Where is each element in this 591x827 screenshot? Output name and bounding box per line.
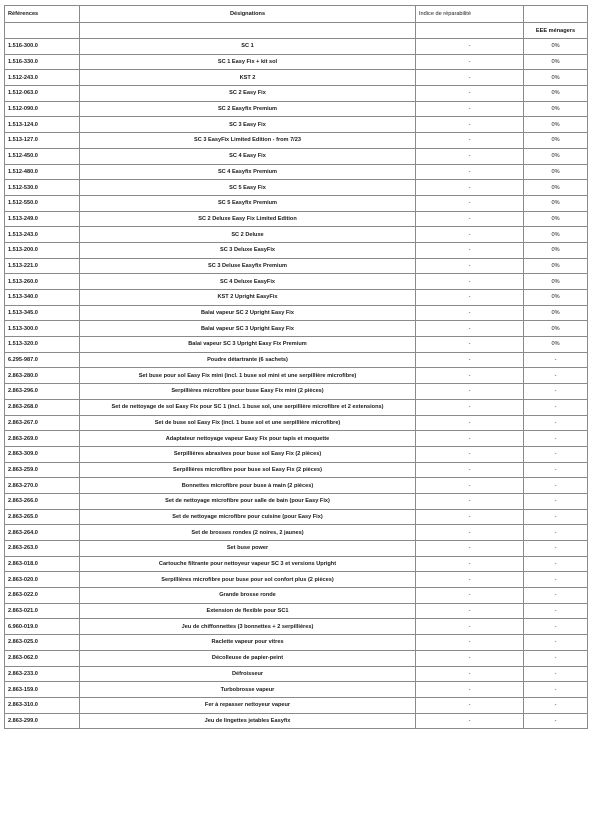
cell-eee-menagers: - bbox=[524, 509, 588, 525]
cell-designation: Balai vapeur SC 2 Upright Easy Fix bbox=[80, 305, 416, 321]
table-row bbox=[5, 462, 588, 478]
cell-designation: SC 2 Deluxe Easy Fix Limited Edition bbox=[80, 211, 416, 227]
cell-eee-menagers: - bbox=[524, 446, 588, 462]
cell-reference: 1.513-221.0 bbox=[5, 258, 80, 274]
cell-reference: 2.863-270.0 bbox=[5, 478, 80, 494]
cell-repairability-index: - bbox=[416, 86, 524, 102]
table-row bbox=[5, 337, 588, 353]
cell-repairability-index: - bbox=[416, 682, 524, 698]
cell-designation: Set de nettoyage microfibre pour cuisine (pour Easy Fix) bbox=[80, 509, 416, 525]
cell-designation: Set de nettoyage microfibre pour salle de bain (pour Easy Fix) bbox=[80, 493, 416, 509]
table-row bbox=[5, 86, 588, 102]
cell-designation: Jeu de chiffonnettes (3 bonnettes + 2 serpillières) bbox=[80, 619, 416, 635]
cell-reference: 2.863-296.0 bbox=[5, 384, 80, 400]
cell-eee-menagers: 0% bbox=[524, 148, 588, 164]
cell-eee-menagers: 0% bbox=[524, 101, 588, 117]
cell-reference: 1.513-340.0 bbox=[5, 290, 80, 306]
cell-eee-menagers: - bbox=[524, 415, 588, 431]
cell-repairability-index: - bbox=[416, 337, 524, 353]
cell-designation: SC 3 Deluse Easyfix Premium bbox=[80, 258, 416, 274]
cell-designation: KST 2 bbox=[80, 70, 416, 86]
cell-reference: 2.863-259.0 bbox=[5, 462, 80, 478]
cell-designation: SC 2 Deluxe bbox=[80, 227, 416, 243]
cell-designation: Serpillières microfibre pour buse Easy Fix mini (2 pièces) bbox=[80, 384, 416, 400]
cell-designation: Défroisseur bbox=[80, 666, 416, 682]
cell-repairability-index: - bbox=[416, 321, 524, 337]
cell-eee-menagers: 0% bbox=[524, 321, 588, 337]
cell-repairability-index: - bbox=[416, 509, 524, 525]
table-body bbox=[5, 39, 588, 729]
cell-reference: 6.960-019.0 bbox=[5, 619, 80, 635]
cell-reference: 2.863-266.0 bbox=[5, 493, 80, 509]
cell-reference: 2.863-280.0 bbox=[5, 368, 80, 384]
cell-designation: Fer à repasser nettoyeur vapeur bbox=[80, 697, 416, 713]
cell-repairability-index: - bbox=[416, 258, 524, 274]
cell-eee-menagers: - bbox=[524, 666, 588, 682]
cell-reference: 1.513-200.0 bbox=[5, 242, 80, 258]
cell-eee-menagers: - bbox=[524, 352, 588, 368]
table-row bbox=[5, 493, 588, 509]
cell-repairability-index: - bbox=[416, 650, 524, 666]
subheader-row bbox=[5, 23, 588, 39]
subheader-empty-1 bbox=[5, 23, 80, 39]
cell-repairability-index: - bbox=[416, 148, 524, 164]
cell-reference: 1.513-127.0 bbox=[5, 133, 80, 149]
cell-reference: 2.863-267.0 bbox=[5, 415, 80, 431]
cell-eee-menagers: 0% bbox=[524, 290, 588, 306]
cell-reference: 2.863-018.0 bbox=[5, 556, 80, 572]
cell-designation: Raclette vapeur pour vitres bbox=[80, 635, 416, 651]
table-row bbox=[5, 635, 588, 651]
cell-repairability-index: - bbox=[416, 635, 524, 651]
cell-eee-menagers: 0% bbox=[524, 195, 588, 211]
cell-designation: Set de buse sol Easy Fix (incl. 1 buse sol et une serpillière microfibre) bbox=[80, 415, 416, 431]
cell-reference: 2.863-309.0 bbox=[5, 446, 80, 462]
table-row bbox=[5, 211, 588, 227]
cell-eee-menagers: - bbox=[524, 572, 588, 588]
cell-eee-menagers: 0% bbox=[524, 211, 588, 227]
table-row bbox=[5, 415, 588, 431]
cell-repairability-index: - bbox=[416, 666, 524, 682]
cell-eee-menagers: - bbox=[524, 525, 588, 541]
table-row bbox=[5, 164, 588, 180]
cell-eee-menagers: 0% bbox=[524, 39, 588, 55]
cell-repairability-index: - bbox=[416, 274, 524, 290]
header-references: Références bbox=[5, 6, 80, 23]
cell-repairability-index: - bbox=[416, 525, 524, 541]
cell-reference: 1.513-300.0 bbox=[5, 321, 80, 337]
cell-repairability-index: - bbox=[416, 462, 524, 478]
cell-reference: 2.863-265.0 bbox=[5, 509, 80, 525]
table-row bbox=[5, 619, 588, 635]
cell-reference: 2.863-021.0 bbox=[5, 603, 80, 619]
cell-eee-menagers: 0% bbox=[524, 86, 588, 102]
cell-designation: SC 1 bbox=[80, 39, 416, 55]
cell-eee-menagers: - bbox=[524, 368, 588, 384]
cell-reference: 6.295-987.0 bbox=[5, 352, 80, 368]
cell-eee-menagers: 0% bbox=[524, 70, 588, 86]
cell-eee-menagers: - bbox=[524, 431, 588, 447]
cell-reference: 1.512-450.0 bbox=[5, 148, 80, 164]
cell-reference: 1.513-243.0 bbox=[5, 227, 80, 243]
table-row bbox=[5, 274, 588, 290]
table-row bbox=[5, 603, 588, 619]
table-row bbox=[5, 697, 588, 713]
cell-repairability-index: - bbox=[416, 478, 524, 494]
cell-designation: SC 3 Deluxe EasyFix bbox=[80, 242, 416, 258]
cell-eee-menagers: - bbox=[524, 588, 588, 604]
cell-designation: Turbobrosse vapeur bbox=[80, 682, 416, 698]
cell-reference: 2.863-062.0 bbox=[5, 650, 80, 666]
cell-eee-menagers: - bbox=[524, 635, 588, 651]
subheader-empty-3 bbox=[416, 23, 524, 39]
cell-eee-menagers: - bbox=[524, 697, 588, 713]
cell-designation: Balai vapeur SC 3 Upright Easy Fix Premium bbox=[80, 337, 416, 353]
cell-designation: KST 2 Upright EasyFix bbox=[80, 290, 416, 306]
cell-designation: SC 3 EasyFix Limited Edition - from 7/23 bbox=[80, 133, 416, 149]
cell-designation: Set de nettoyage de sol Easy Fix pour SC 1 (incl. 1 buse sol, une serpillière microfibre et 2 extensions) bbox=[80, 399, 416, 415]
table-row bbox=[5, 195, 588, 211]
table-row bbox=[5, 180, 588, 196]
table-row bbox=[5, 384, 588, 400]
table-row bbox=[5, 572, 588, 588]
cell-repairability-index: - bbox=[416, 556, 524, 572]
cell-eee-menagers: - bbox=[524, 462, 588, 478]
cell-repairability-index: - bbox=[416, 541, 524, 557]
cell-reference: 1.512-530.0 bbox=[5, 180, 80, 196]
cell-eee-menagers: 0% bbox=[524, 164, 588, 180]
cell-designation: Décolleuse de papier-peint bbox=[80, 650, 416, 666]
cell-eee-menagers: 0% bbox=[524, 258, 588, 274]
cell-eee-menagers: 0% bbox=[524, 180, 588, 196]
cell-repairability-index: - bbox=[416, 415, 524, 431]
cell-reference: 1.512-063.0 bbox=[5, 86, 80, 102]
cell-eee-menagers: 0% bbox=[524, 54, 588, 70]
cell-repairability-index: - bbox=[416, 180, 524, 196]
cell-repairability-index: - bbox=[416, 227, 524, 243]
cell-reference: 1.513-260.0 bbox=[5, 274, 80, 290]
cell-reference: 2.863-020.0 bbox=[5, 572, 80, 588]
cell-eee-menagers: 0% bbox=[524, 117, 588, 133]
subheader-empty-2 bbox=[80, 23, 416, 39]
cell-eee-menagers: 0% bbox=[524, 305, 588, 321]
cell-repairability-index: - bbox=[416, 164, 524, 180]
table-row bbox=[5, 148, 588, 164]
cell-eee-menagers: - bbox=[524, 619, 588, 635]
cell-eee-menagers: - bbox=[524, 713, 588, 729]
cell-reference: 1.512-243.0 bbox=[5, 70, 80, 86]
cell-eee-menagers: - bbox=[524, 603, 588, 619]
cell-reference: 1.513-249.0 bbox=[5, 211, 80, 227]
table-row bbox=[5, 117, 588, 133]
cell-designation: SC 4 Easyfix Premium bbox=[80, 164, 416, 180]
cell-eee-menagers: - bbox=[524, 650, 588, 666]
cell-repairability-index: - bbox=[416, 697, 524, 713]
cell-repairability-index: - bbox=[416, 588, 524, 604]
table-row bbox=[5, 682, 588, 698]
cell-designation: Poudre détartrante (6 sachets) bbox=[80, 352, 416, 368]
table-row bbox=[5, 509, 588, 525]
cell-repairability-index: - bbox=[416, 446, 524, 462]
cell-eee-menagers: 0% bbox=[524, 227, 588, 243]
cell-eee-menagers: 0% bbox=[524, 133, 588, 149]
cell-repairability-index: - bbox=[416, 211, 524, 227]
table-row bbox=[5, 541, 588, 557]
table-row bbox=[5, 352, 588, 368]
cell-designation: SC 2 Easy Fix bbox=[80, 86, 416, 102]
header-empty bbox=[524, 6, 588, 23]
cell-repairability-index: - bbox=[416, 305, 524, 321]
cell-reference: 2.863-263.0 bbox=[5, 541, 80, 557]
cell-repairability-index: - bbox=[416, 101, 524, 117]
cell-designation: Serpillières microfibre pour buse pour sol confort plus (2 pièces) bbox=[80, 572, 416, 588]
cell-eee-menagers: - bbox=[524, 493, 588, 509]
cell-designation: SC 3 Easy Fix bbox=[80, 117, 416, 133]
cell-reference: 2.863-299.0 bbox=[5, 713, 80, 729]
cell-repairability-index: - bbox=[416, 133, 524, 149]
cell-repairability-index: - bbox=[416, 713, 524, 729]
cell-designation: Extension de flexible pour SC1 bbox=[80, 603, 416, 619]
cell-reference: 1.512-550.0 bbox=[5, 195, 80, 211]
cell-designation: Set buse power bbox=[80, 541, 416, 557]
cell-repairability-index: - bbox=[416, 368, 524, 384]
table-row bbox=[5, 368, 588, 384]
cell-designation: SC 1 Easy Fix + kit sol bbox=[80, 54, 416, 70]
cell-designation: SC 5 Easyfix Premium bbox=[80, 195, 416, 211]
cell-designation: Jeu de lingettes jetables Easyfix bbox=[80, 713, 416, 729]
cell-eee-menagers: - bbox=[524, 541, 588, 557]
cell-eee-menagers: - bbox=[524, 399, 588, 415]
table-row bbox=[5, 478, 588, 494]
cell-eee-menagers: 0% bbox=[524, 274, 588, 290]
table-row bbox=[5, 242, 588, 258]
table-row bbox=[5, 321, 588, 337]
table-row bbox=[5, 588, 588, 604]
cell-reference: 2.863-310.0 bbox=[5, 697, 80, 713]
cell-repairability-index: - bbox=[416, 70, 524, 86]
cell-repairability-index: - bbox=[416, 242, 524, 258]
cell-reference: 1.516-300.0 bbox=[5, 39, 80, 55]
table-row bbox=[5, 666, 588, 682]
table-row bbox=[5, 54, 588, 70]
cell-repairability-index: - bbox=[416, 493, 524, 509]
cell-reference: 2.863-268.0 bbox=[5, 399, 80, 415]
cell-repairability-index: - bbox=[416, 352, 524, 368]
cell-eee-menagers: 0% bbox=[524, 337, 588, 353]
product-table bbox=[4, 5, 588, 729]
cell-repairability-index: - bbox=[416, 399, 524, 415]
table-row bbox=[5, 101, 588, 117]
cell-reference: 1.512-090.0 bbox=[5, 101, 80, 117]
table-row bbox=[5, 446, 588, 462]
cell-designation: Adaptateur nettoyage vapeur Easy Fix pour tapis et moquette bbox=[80, 431, 416, 447]
table-row bbox=[5, 133, 588, 149]
cell-reference: 2.863-233.0 bbox=[5, 666, 80, 682]
cell-repairability-index: - bbox=[416, 603, 524, 619]
cell-reference: 2.863-269.0 bbox=[5, 431, 80, 447]
table-row bbox=[5, 399, 588, 415]
cell-repairability-index: - bbox=[416, 39, 524, 55]
table-row bbox=[5, 227, 588, 243]
cell-reference: 2.863-025.0 bbox=[5, 635, 80, 651]
cell-reference: 1.513-320.0 bbox=[5, 337, 80, 353]
header-row bbox=[5, 6, 588, 23]
cell-repairability-index: - bbox=[416, 572, 524, 588]
cell-reference: 2.863-022.0 bbox=[5, 588, 80, 604]
table-row bbox=[5, 556, 588, 572]
cell-designation: Balai vapeur SC 3 Upright Easy Fix bbox=[80, 321, 416, 337]
cell-designation: SC 2 Easyfix Premium bbox=[80, 101, 416, 117]
table-row bbox=[5, 258, 588, 274]
table-row bbox=[5, 70, 588, 86]
table-row bbox=[5, 525, 588, 541]
cell-eee-menagers: - bbox=[524, 556, 588, 572]
cell-designation: Serpillières abrasives pour buse sol Easy Fix (2 pièces) bbox=[80, 446, 416, 462]
table-row bbox=[5, 713, 588, 729]
cell-eee-menagers: - bbox=[524, 478, 588, 494]
table-row bbox=[5, 305, 588, 321]
cell-reference: 1.512-480.0 bbox=[5, 164, 80, 180]
table-row bbox=[5, 39, 588, 55]
cell-reference: 1.513-345.0 bbox=[5, 305, 80, 321]
header-repairability-index: Indice de réparabilité bbox=[416, 6, 524, 23]
cell-designation: SC 4 Deluxe EasyFix bbox=[80, 274, 416, 290]
cell-repairability-index: - bbox=[416, 384, 524, 400]
header-designations: Désignations bbox=[80, 6, 416, 23]
cell-designation: Set buse pour sol Easy Fix mini (incl. 1 buse sol mini et une serpillière microfibre) bbox=[80, 368, 416, 384]
cell-eee-menagers: 0% bbox=[524, 242, 588, 258]
table-row bbox=[5, 650, 588, 666]
cell-reference: 2.863-264.0 bbox=[5, 525, 80, 541]
cell-repairability-index: - bbox=[416, 54, 524, 70]
header-eee-menagers: EEE ménagers bbox=[524, 23, 588, 39]
cell-designation: SC 4 Easy Fix bbox=[80, 148, 416, 164]
cell-designation: Grande brosse ronde bbox=[80, 588, 416, 604]
cell-reference: 2.863-159.0 bbox=[5, 682, 80, 698]
cell-designation: Serpillières microfibre pour buse sol Easy Fix (2 pièces) bbox=[80, 462, 416, 478]
table-row bbox=[5, 431, 588, 447]
cell-designation: Cartouche filtrante pour nettoyeur vapeur SC 3 et versions Upright bbox=[80, 556, 416, 572]
cell-reference: 1.513-124.0 bbox=[5, 117, 80, 133]
cell-designation: Bonnettes microfibre pour buse à main (2 pièces) bbox=[80, 478, 416, 494]
cell-designation: Set de brosses rondes (2 noires, 2 jaunes) bbox=[80, 525, 416, 541]
cell-repairability-index: - bbox=[416, 619, 524, 635]
cell-eee-menagers: - bbox=[524, 682, 588, 698]
cell-repairability-index: - bbox=[416, 290, 524, 306]
cell-designation: SC 5 Easy Fix bbox=[80, 180, 416, 196]
cell-reference: 1.516-330.0 bbox=[5, 54, 80, 70]
cell-repairability-index: - bbox=[416, 431, 524, 447]
table-row bbox=[5, 290, 588, 306]
cell-eee-menagers: - bbox=[524, 384, 588, 400]
cell-repairability-index: - bbox=[416, 117, 524, 133]
cell-repairability-index: - bbox=[416, 195, 524, 211]
